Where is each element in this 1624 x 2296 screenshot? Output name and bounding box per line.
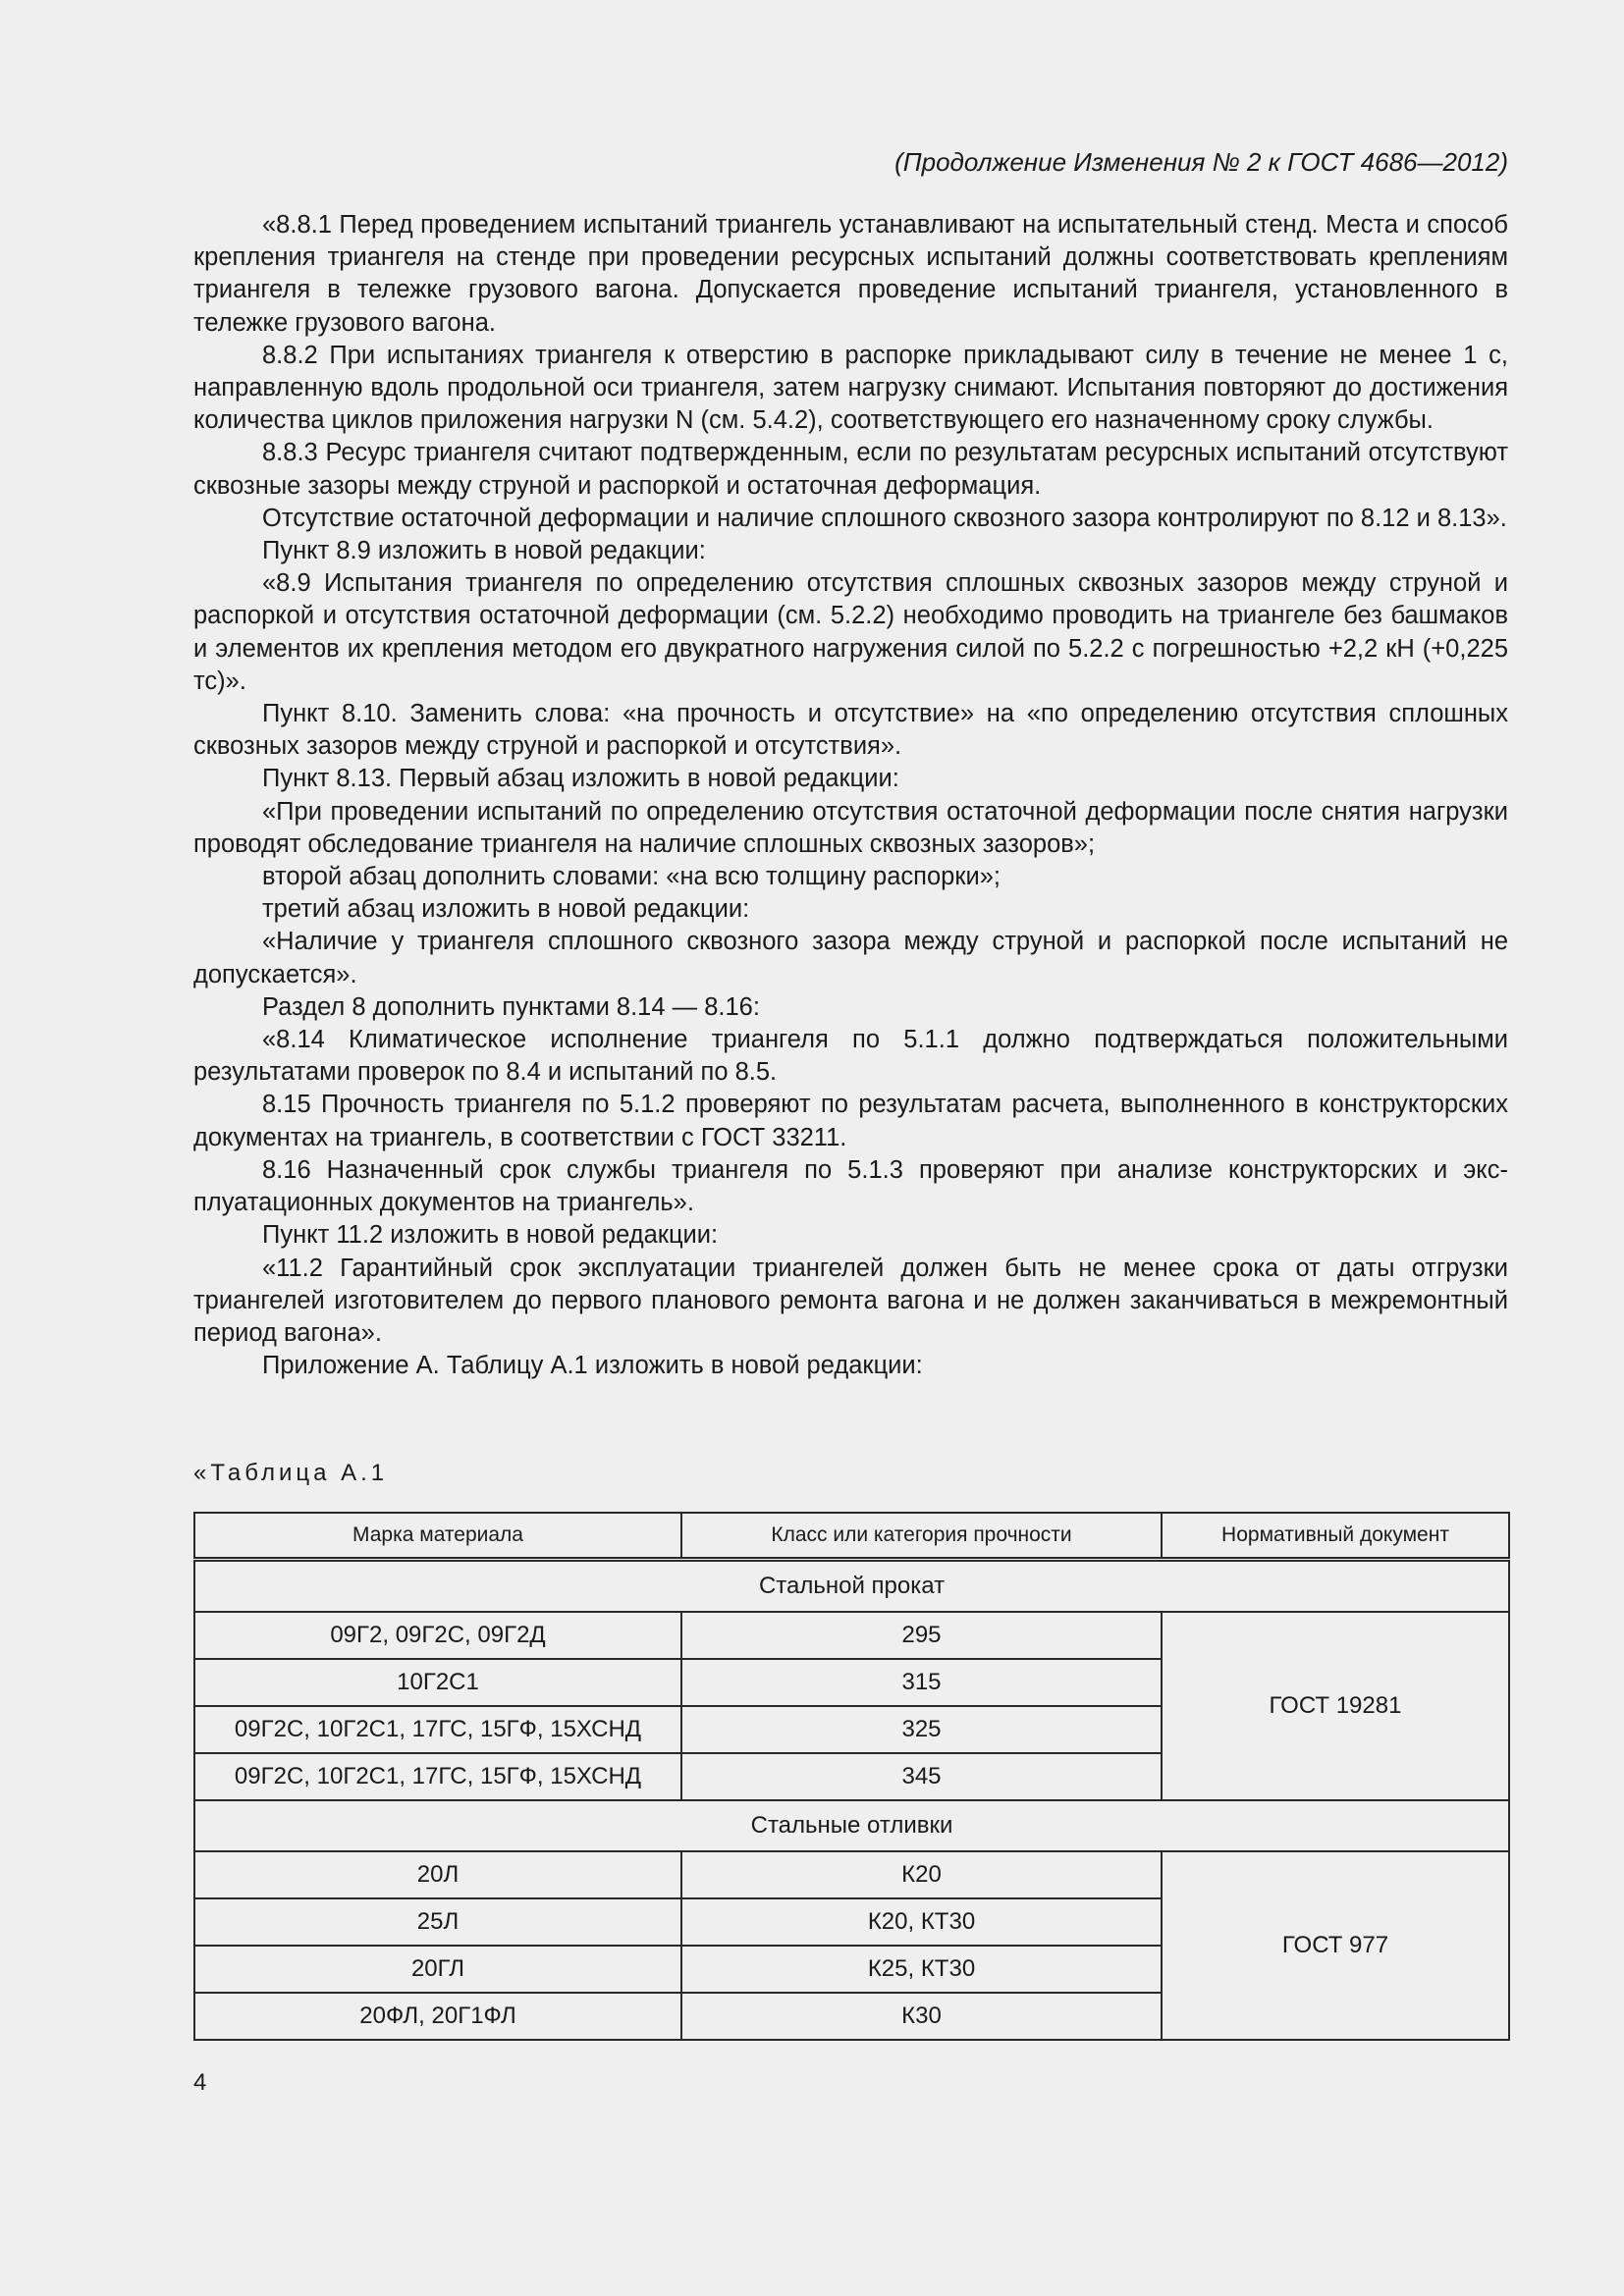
paragraph: Пункт 11.2 изложить в новой редакции: [262, 1221, 719, 1250]
material-cell: 20ГЛ [194, 1946, 681, 1993]
paragraph: Раздел 8 дополнить пунктами 8.14 — 8.16: [262, 992, 760, 1021]
table-header-row [194, 1513, 1509, 1560]
paragraph: «Наличие у триангеля сплошного сквозного зазора между струной и распоркой после испытаний не допускается». [193, 928, 1508, 988]
paragraph: 8.8.2 При испытаниях триангеля к отверстию в распорке прикладывают силу в течение не менее 1 с, направленную вдоль продольной оси триангеля, затем нагрузку снимают. Испытания повторяют до достижения количества циклов приложения нагрузки N (см. 5.4.2), соответствующего его назначенному сроку службы. [193, 341, 1508, 435]
paragraph: 8.15 Прочность триангеля по 5.1.2 проверяют по результатам расчета, выполненного в конструкторских документах на триангель, в соответствии с ГОСТ 33211. [193, 1091, 1508, 1151]
section-title: Стальной прокат [194, 1560, 1509, 1613]
column-header-class: Класс или категория прочности [681, 1513, 1162, 1560]
class-cell: 295 [681, 1612, 1162, 1659]
page-number: 4 [193, 2069, 207, 2096]
material-cell: 09Г2С, 10Г2С1, 17ГС, 15ГФ, 15ХСНД [194, 1753, 681, 1800]
paragraph: 8.8.3 Ресурс триангеля считают подтвержденным, если по результатам ресурсных испытаний отсутствуют сквозные зазоры между струной и распоркой и остаточная деформация. [193, 439, 1508, 500]
section-row [194, 1560, 1509, 1613]
paragraph: третий абзац изложить в новой редакции: [262, 895, 750, 924]
class-cell: 315 [681, 1659, 1162, 1706]
paragraph: Отсутствие остаточной деформации и наличие сплошного сквозного зазора контролируют по 8.12 и 8.13». [262, 504, 1507, 532]
paragraph: Пункт 8.13. Первый абзац изложить в новой редакции: [262, 765, 899, 793]
section-row [194, 1800, 1509, 1851]
section-title: Стальные отливки [194, 1800, 1509, 1851]
class-cell: К20 [681, 1851, 1162, 1898]
table-row [194, 1612, 1509, 1659]
document-cell: ГОСТ 19281 [1162, 1612, 1509, 1800]
column-header-document: Нормативный документ [1162, 1513, 1509, 1560]
running-header: (Продолжение Изменения № 2 к ГОСТ 4686—2012) [894, 147, 1508, 177]
material-cell: 09Г2С, 10Г2С1, 17ГС, 15ГФ, 15ХСНД [194, 1706, 681, 1753]
class-cell: К20, КТ30 [681, 1898, 1162, 1946]
paragraph: «При проведении испытаний по определению отсутствия остаточной деформации после снятия нагрузки проводят обследование триангеля на наличие сплошных сквозных зазоров»; [193, 797, 1508, 858]
material-cell: 20Л [194, 1851, 681, 1898]
material-cell: 10Г2С1 [194, 1659, 681, 1706]
document-cell: ГОСТ 977 [1162, 1851, 1509, 2040]
paragraph: Пункт 8.10. Заменить слова: «на прочность и отсутствие» на «по определению отсутствия сплошных сквозных зазоров между струной и распоркой и отсутствия». [193, 700, 1508, 761]
paragraph: «8.14 Климатическое исполнение триангеля по 5.1.1 должно подтверждаться положительными результатами проверок по 8.4 и испытаний по 8.5. [193, 1026, 1508, 1087]
paragraph: Приложение А. Таблицу А.1 изложить в новой редакции: [262, 1352, 923, 1380]
table-caption: «Таблица А.1 [193, 1460, 389, 1486]
body-text [193, 209, 1508, 1382]
class-cell: К30 [681, 1993, 1162, 2040]
paragraph: «8.8.1 Перед проведением испытаний триангель устанавливают на испытательный стенд. Места и способ крепления триангеля на стенде при проведении ресурсных испытаний должны соответствовать креплениям триангеля в тележке грузового вагона. Допускается проведение испытаний триангеля, установленного в тележке грузового вагона. [193, 211, 1508, 337]
class-cell: 345 [681, 1753, 1162, 1800]
paragraph: «8.9 Испытания триангеля по определению отсутствия сплошных сквозных зазоров между струной и распоркой и отсутствия остаточной деформации (см. 5.2.2) необходимо проводить на триангеле без башмаков и элементов их крепления методом его двукратного нагружения силой по 5.2.2 с погрешностью +2,2 кН (+0,225 тс)». [193, 569, 1508, 695]
paragraph: второй абзац дополнить словами: «на всю толщину распорки»; [262, 863, 1001, 891]
table-row [194, 1851, 1509, 1898]
paragraph: 8.16 Назначенный срок службы триангеля по 5.1.3 проверяют при анализе конструкторских и эксплуатационных документов на триангель». [193, 1155, 1508, 1217]
paragraph: Пункт 8.9 изложить в новой редакции: [262, 537, 706, 565]
paragraph: «11.2 Гарантийный срок эксплуатации триангелей должен быть не менее срока от даты отгрузки триангелей изготовителем до первого планового ремонта вагона и не должен заканчиваться в межремонтный период вагона». [193, 1254, 1508, 1347]
class-cell: 325 [681, 1706, 1162, 1753]
column-header-material: Марка материала [194, 1513, 681, 1560]
material-cell: 20ФЛ, 20Г1ФЛ [194, 1993, 681, 2040]
class-cell: К25, КТ30 [681, 1946, 1162, 1993]
materials-table [193, 1512, 1510, 2041]
material-cell: 25Л [194, 1898, 681, 1946]
material-cell: 09Г2, 09Г2С, 09Г2Д [194, 1612, 681, 1659]
